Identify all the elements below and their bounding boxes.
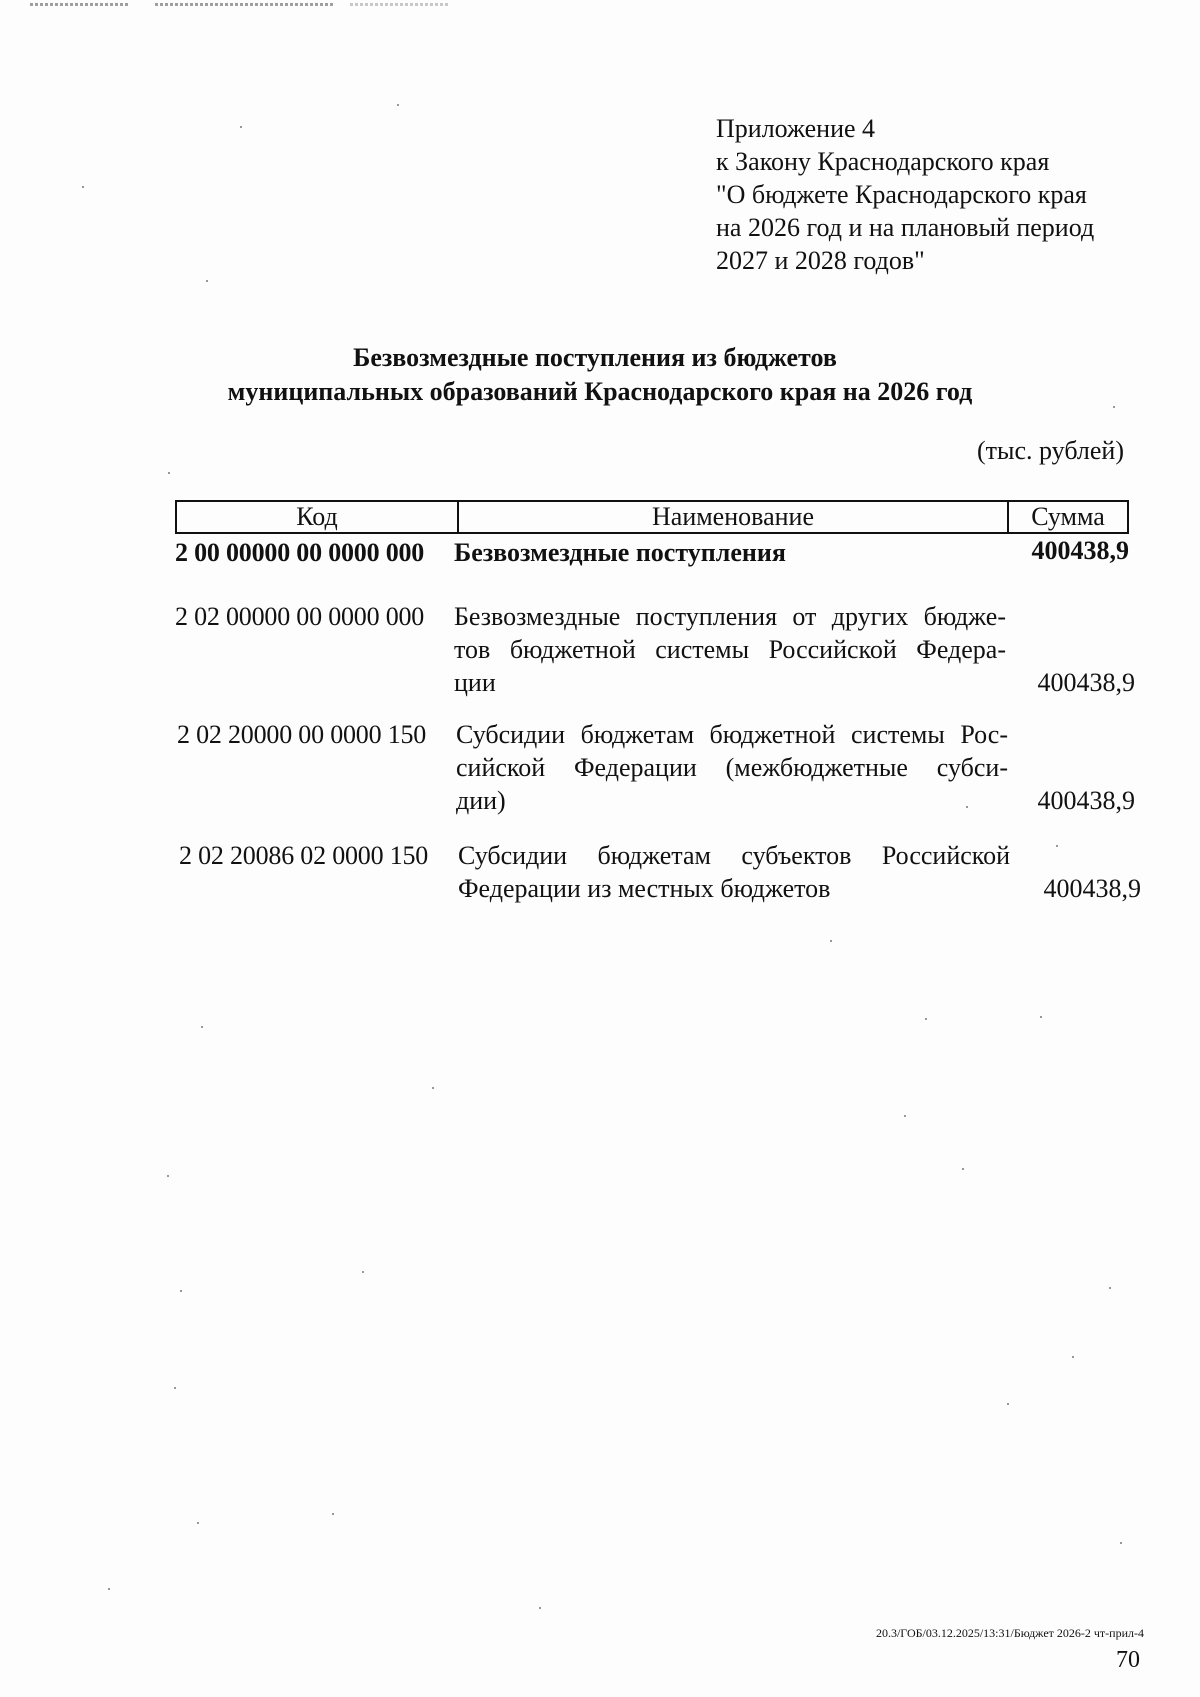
row-name-line: Безвозмездные поступления от других бюдже- xyxy=(454,602,1006,631)
document-reference-note: 20.3/ГОБ/03.12.2025/13:31/Бюджет 2026-2 чт-прил-4 xyxy=(875,1626,1144,1640)
scan-speck xyxy=(962,1168,964,1170)
row-code: 2 00 00000 00 0000 000 xyxy=(175,538,425,567)
row-name xyxy=(456,718,1008,817)
scan-speck xyxy=(539,1607,541,1609)
scan-speck xyxy=(1007,1403,1009,1405)
row-sum: 400438,9 xyxy=(1037,786,1135,815)
title-line-2: муниципальных образований Краснодарского края на 2026 год xyxy=(227,377,973,406)
scan-speck xyxy=(206,280,208,282)
scan-speck xyxy=(830,940,832,942)
scan-artifact xyxy=(30,3,128,6)
table-row xyxy=(175,536,1135,570)
scan-speck xyxy=(432,1087,434,1089)
table-row xyxy=(175,600,1135,700)
row-name-line: Безвозмездные поступления xyxy=(454,538,786,567)
annex-line: 2027 и 2028 годов" xyxy=(716,246,925,275)
scan-speck xyxy=(168,472,170,474)
column-header-code: Код xyxy=(177,502,459,532)
scan-speck xyxy=(174,1387,176,1389)
scan-speck xyxy=(332,1513,334,1515)
scan-speck xyxy=(180,1290,182,1292)
unit-label: (тыс. рублей) xyxy=(976,436,1124,465)
annex-line: Приложение 4 xyxy=(716,114,876,143)
scan-speck xyxy=(904,1115,906,1117)
scan-speck xyxy=(201,1026,203,1028)
scan-speck xyxy=(1109,1287,1111,1289)
scan-speck xyxy=(167,1175,169,1177)
annex-line: на 2026 год и на плановый период xyxy=(716,213,1095,242)
table-row xyxy=(175,718,1135,818)
column-header-name: Наименование xyxy=(459,502,1009,532)
row-name xyxy=(454,600,1006,699)
table-header xyxy=(175,500,1129,534)
row-name-line: Субсидии бюджетам бюджетной системы Рос- xyxy=(456,720,1008,749)
table-row xyxy=(175,839,1141,909)
row-sum: 400438,9 xyxy=(1031,536,1129,565)
scan-speck xyxy=(362,1271,364,1273)
title-line-1: Безвозмездные поступления из бюджетов xyxy=(353,343,837,372)
scan-speck xyxy=(1072,1356,1074,1358)
row-name xyxy=(458,839,1010,905)
row-name xyxy=(454,536,1006,569)
row-code: 2 02 20000 00 0000 150 xyxy=(177,720,427,749)
row-sum: 400438,9 xyxy=(1043,874,1141,903)
scan-speck xyxy=(240,126,242,128)
scan-speck xyxy=(1120,1542,1122,1544)
scan-speck xyxy=(397,104,399,106)
row-code: 2 02 00000 00 0000 000 xyxy=(175,602,425,631)
scan-speck xyxy=(197,1522,199,1524)
annex-line: "О бюджете Краснодарского края xyxy=(716,180,1087,209)
row-name-line: тов бюджетной системы Российской Федера- xyxy=(454,635,1006,664)
page-number: 70 xyxy=(1116,1647,1140,1673)
row-name-line: Субсидии бюджетам субъектов Российской xyxy=(458,841,1010,870)
row-name-line: ции xyxy=(454,668,496,697)
annex-line: к Закону Краснодарского края xyxy=(716,147,1050,176)
row-name-line: Федерации из местных бюджетов xyxy=(458,874,831,903)
column-header-sum: Сумма xyxy=(1031,502,1105,531)
scan-speck xyxy=(82,186,84,188)
row-name-line: дии) xyxy=(456,786,506,815)
scan-speck xyxy=(1040,1016,1042,1018)
scan-artifact xyxy=(350,3,450,6)
annex-reference xyxy=(716,112,1094,277)
row-name-line: сийской Федерации (межбюджетные субси- xyxy=(456,753,1008,782)
scan-artifact xyxy=(155,3,335,6)
row-code: 2 02 20086 02 0000 150 xyxy=(179,841,429,870)
scan-speck xyxy=(108,1588,110,1590)
row-sum: 400438,9 xyxy=(1037,668,1135,697)
document-title xyxy=(0,341,1200,409)
scan-speck xyxy=(925,1018,927,1020)
